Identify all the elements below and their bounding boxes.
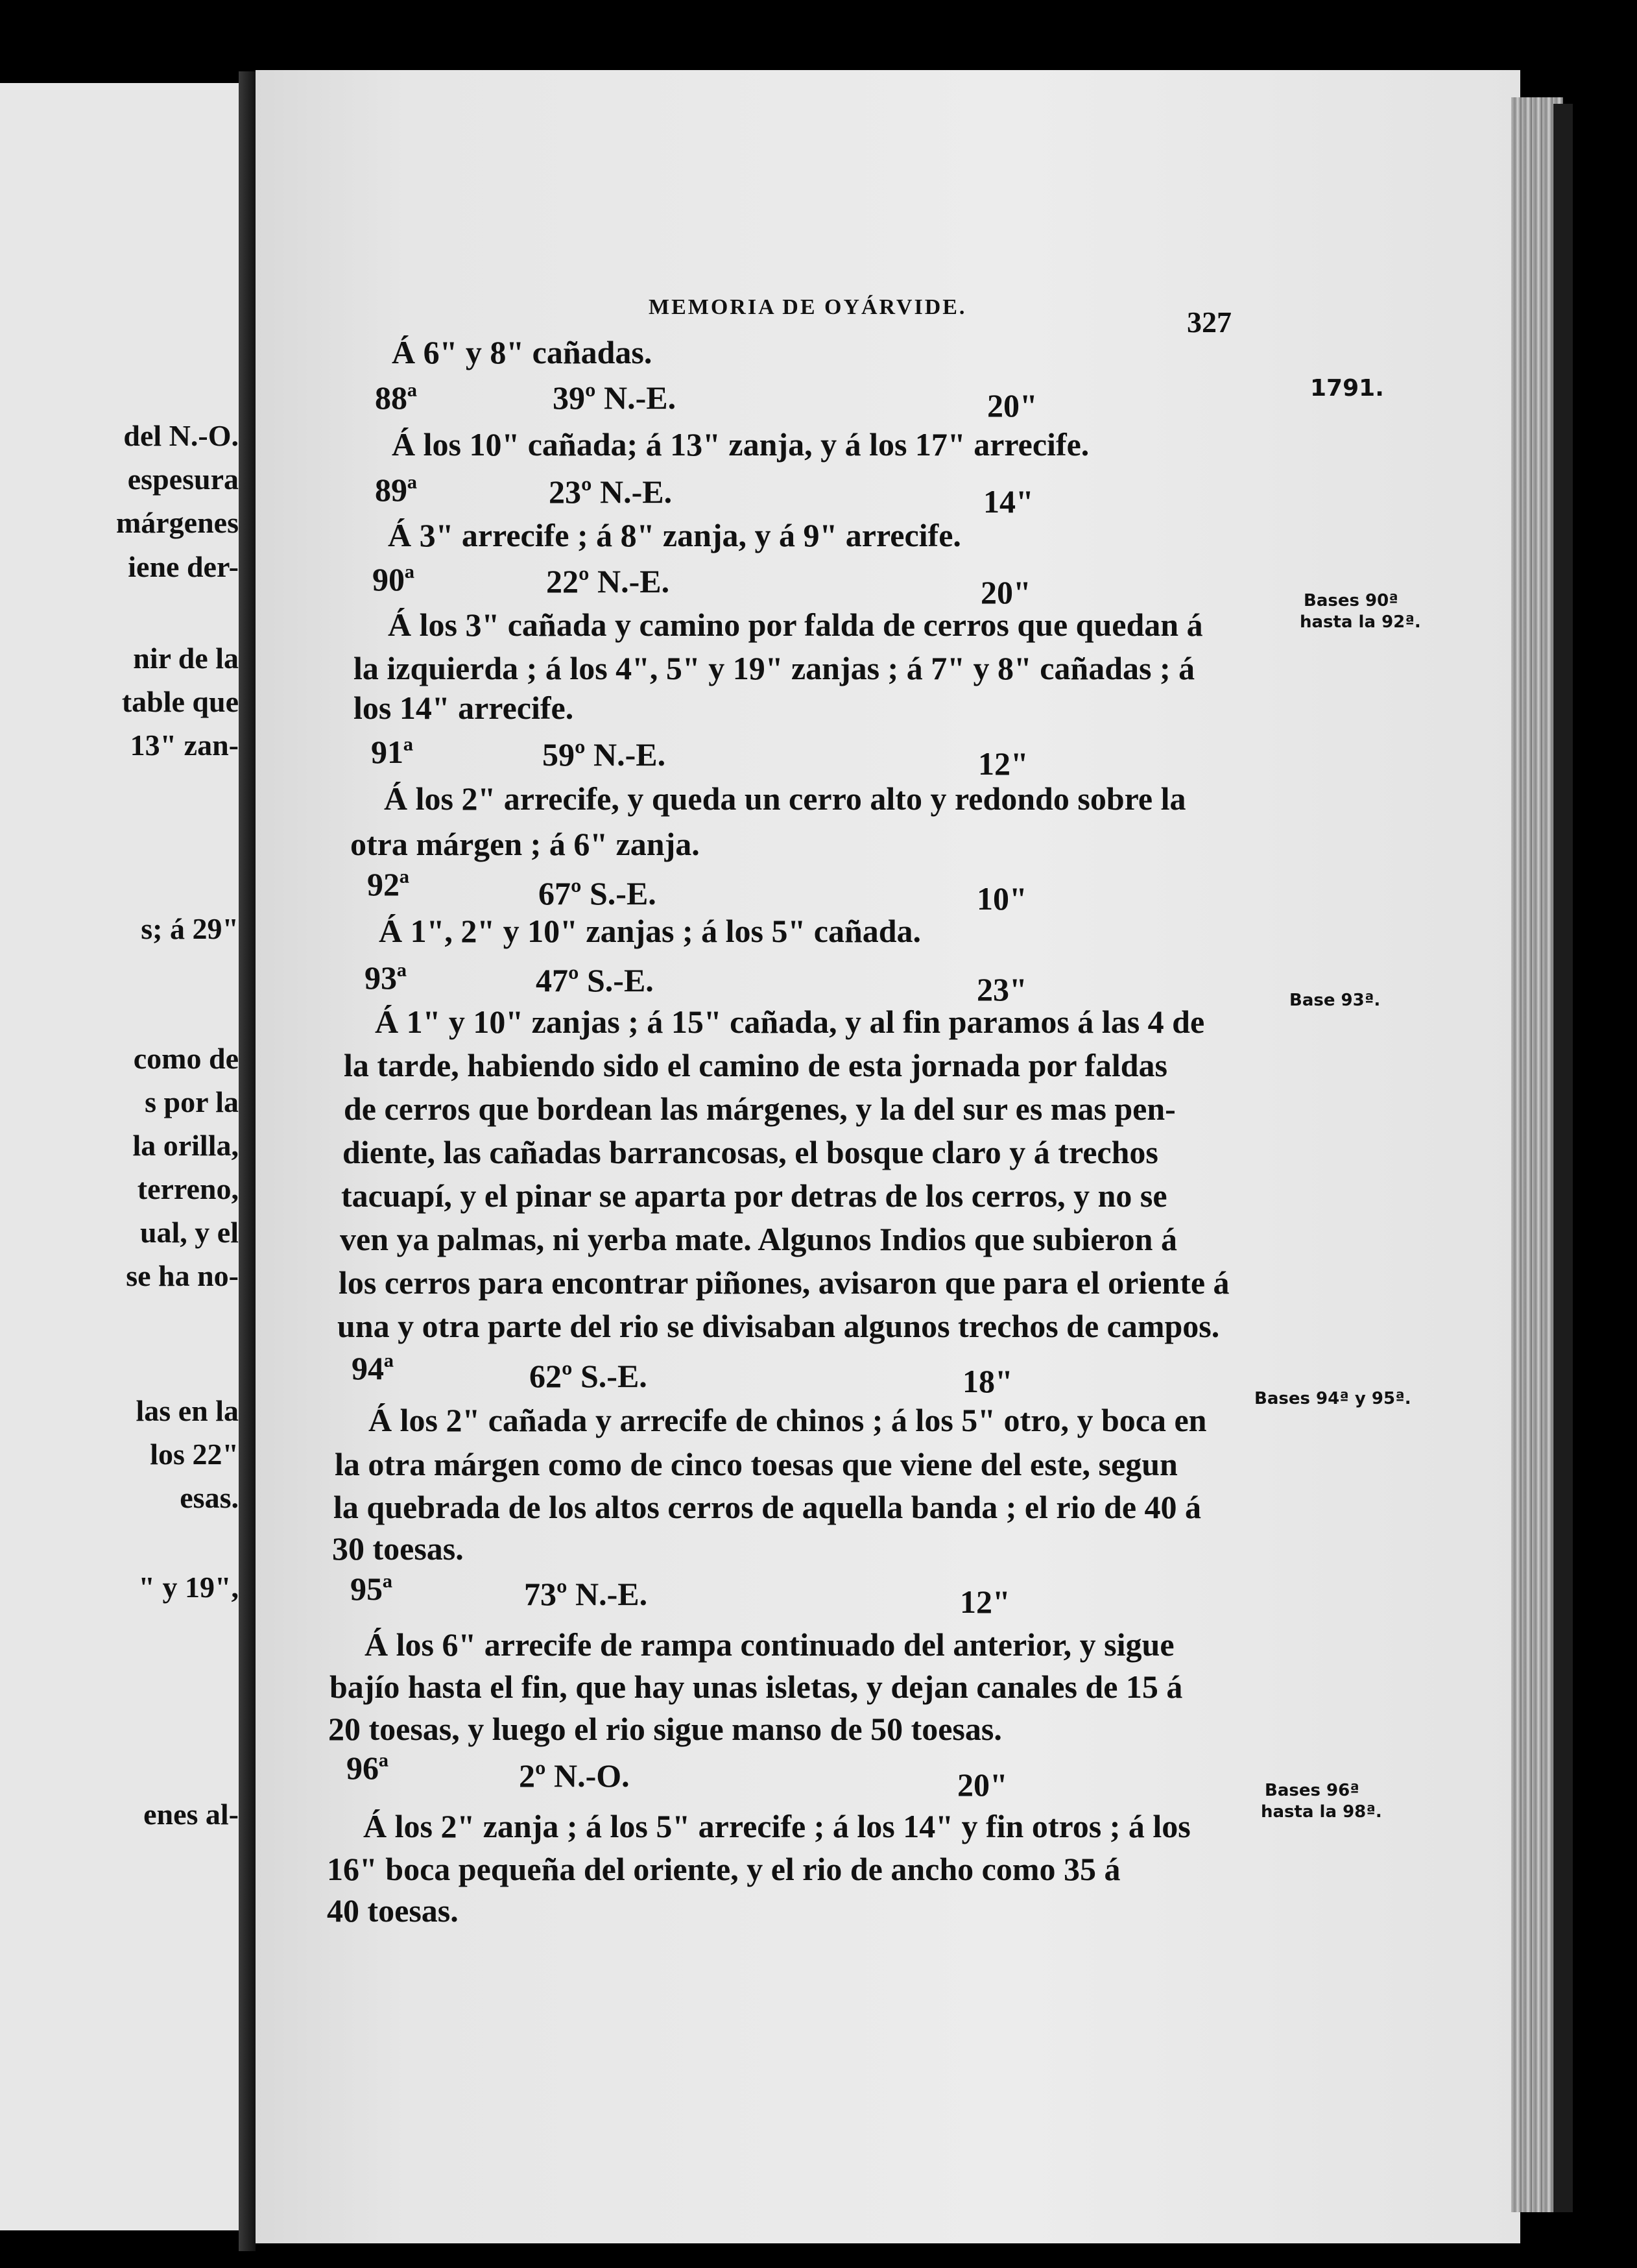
left-page-line: table que xyxy=(121,685,239,718)
text-line: la izquierda ; á los 4", 5" y 19" zanjas ; á 7" y 8" cañadas ; á xyxy=(353,650,1195,686)
left-page-line: márgenes xyxy=(115,506,239,539)
left-page-line: la orilla, xyxy=(132,1129,239,1162)
course-direction: 23º N.-E. xyxy=(549,474,673,510)
year-marginal-note: 1791. xyxy=(1310,375,1384,402)
course-distance: 12" xyxy=(978,745,1029,782)
text-line: la otra márgen como de cinco toesas que viene del este, segun xyxy=(335,1446,1178,1482)
course-number: 89ª xyxy=(375,472,417,508)
course-distance: 23" xyxy=(977,971,1027,1007)
course-number: 93ª xyxy=(364,959,407,996)
text-line: Á los 3" cañada y camino por falda de cerros que quedan á xyxy=(388,607,1203,643)
page-number: 327 xyxy=(1187,306,1232,339)
course-distance: 18" xyxy=(962,1363,1013,1399)
course-direction: 2º N.-O. xyxy=(519,1757,630,1794)
left-page-line: como de xyxy=(133,1042,239,1075)
left-page-line: nir de la xyxy=(133,642,239,675)
course-direction: 39º N.-E. xyxy=(553,380,676,416)
text-line: Á los 6" arrecife de rampa continuado del anterior, y sigue xyxy=(364,1626,1175,1663)
marginal-note-line: Base 93ª. xyxy=(1289,991,1381,1010)
course-distance: 10" xyxy=(977,880,1027,917)
marginal-note xyxy=(1300,590,1421,633)
text-line: los cerros para encontrar piñones, avisaron que para el oriente á xyxy=(339,1264,1230,1301)
left-page-fragment xyxy=(0,83,239,2230)
marginal-note-line: Bases 94ª y 95ª. xyxy=(1254,1389,1411,1408)
course-direction: 62º S.-E. xyxy=(529,1358,647,1394)
course-direction: 59º N.-E. xyxy=(542,736,666,773)
text-line: otra márgen ; á 6" zanja. xyxy=(350,826,700,862)
text-line: Á 3" arrecife ; á 8" zanja, y á 9" arrecife. xyxy=(388,517,961,553)
left-page-line: terreno, xyxy=(137,1172,239,1205)
text-line: la quebrada de los altos cerros de aquella banda ; el rio de 40 á xyxy=(333,1489,1202,1525)
marginal-note-line: hasta la 98ª. xyxy=(1261,1802,1382,1822)
text-line: 40 toesas. xyxy=(327,1892,459,1929)
course-number: 92ª xyxy=(367,866,409,902)
left-page-line: se ha no- xyxy=(126,1259,239,1292)
course-number: 95ª xyxy=(350,1571,392,1607)
course-direction: 47º S.-E. xyxy=(536,962,654,998)
text-line: diente, las cañadas barrancosas, el bosque claro y á trechos xyxy=(342,1134,1158,1170)
left-page-line: enes al- xyxy=(143,1798,239,1831)
left-page-line: los 22" xyxy=(150,1438,239,1471)
course-distance: 20" xyxy=(957,1767,1008,1803)
left-page-line: las en la xyxy=(136,1394,239,1427)
text-line: Á 1", 2" y 10" zanjas ; á los 5" cañada. xyxy=(379,913,922,949)
text-line: de cerros que bordean las márgenes, y la del sur es mas pen- xyxy=(344,1091,1176,1127)
left-page-line: del N.-O. xyxy=(123,419,239,452)
left-page-line: esas. xyxy=(180,1481,239,1514)
course-direction: 22º N.-E. xyxy=(546,563,670,599)
course-number: 94ª xyxy=(352,1350,394,1386)
book-gutter xyxy=(239,71,256,2251)
left-page-line: " y 19", xyxy=(138,1571,239,1604)
text-line: 20 toesas, y luego el rio sigue manso de 50 toesas. xyxy=(328,1711,1002,1747)
text-line: tacuapí, y el pinar se aparta por detras de los cerros, y no se xyxy=(341,1177,1167,1214)
course-number: 96ª xyxy=(346,1750,388,1786)
page-edge-shadow xyxy=(1553,104,1573,2212)
text-line: la tarde, habiendo sido el camino de esta jornada por faldas xyxy=(344,1047,1167,1083)
marginal-note xyxy=(1254,1388,1411,1410)
text-line: 16" boca pequeña del oriente, y el rio de ancho como 35 á xyxy=(327,1851,1121,1887)
left-page-line: iene der- xyxy=(128,550,239,583)
text-line: los 14" arrecife. xyxy=(353,690,574,726)
text-line: Á los 2" arrecife, y queda un cerro alto y redondo sobre la xyxy=(384,780,1186,817)
text-line: 30 toesas. xyxy=(332,1530,464,1567)
left-page-line: s; á 29" xyxy=(141,912,239,945)
course-direction: 67º S.-E. xyxy=(538,875,656,911)
left-page-line: espesura xyxy=(127,463,239,496)
course-distance: 12" xyxy=(960,1584,1010,1620)
marginal-note-line: Bases 90ª xyxy=(1304,591,1398,610)
course-distance: 14" xyxy=(983,483,1034,520)
marginal-note-line: Bases 96ª xyxy=(1265,1781,1359,1800)
left-page-line: 13" zan- xyxy=(130,729,239,762)
text-line: Á 1" y 10" zanjas ; á 15" cañada, y al fin paramos á las 4 de xyxy=(375,1004,1205,1040)
course-distance: 20" xyxy=(981,574,1031,610)
text-line: Á los 10" cañada; á 13" zanja, y á los 17" arrecife. xyxy=(392,426,1090,463)
left-page-line: ual, y el xyxy=(139,1216,239,1249)
course-number: 91ª xyxy=(371,734,413,770)
text-line: Á los 2" zanja ; á los 5" arrecife ; á los 14" y fin otros ; á los xyxy=(363,1808,1191,1844)
left-page-line: s por la xyxy=(145,1085,239,1118)
course-direction: 73º N.-E. xyxy=(524,1576,648,1612)
marginal-note xyxy=(1261,1780,1382,1822)
text-line: Á 6" y 8" cañadas. xyxy=(392,334,652,370)
text-line: Á los 2" cañada y arrecife de chinos ; á los 5" otro, y boca en xyxy=(368,1402,1207,1438)
course-distance: 20" xyxy=(987,387,1038,424)
text-line: una y otra parte del rio se divisaban algunos trechos de campos. xyxy=(337,1308,1220,1344)
course-number: 88ª xyxy=(375,380,417,416)
text-line: ven ya palmas, ni yerba mate. Algunos Indios que subieron á xyxy=(340,1221,1177,1257)
running-head: MEMORIA DE OYÁRVIDE. xyxy=(649,295,967,319)
course-number: 90ª xyxy=(372,561,414,597)
marginal-note xyxy=(1289,990,1380,1011)
text-line: bajío hasta el fin, que hay unas isletas, y dejan canales de 15 á xyxy=(329,1669,1183,1705)
marginal-note-line: hasta la 92ª. xyxy=(1300,612,1421,632)
